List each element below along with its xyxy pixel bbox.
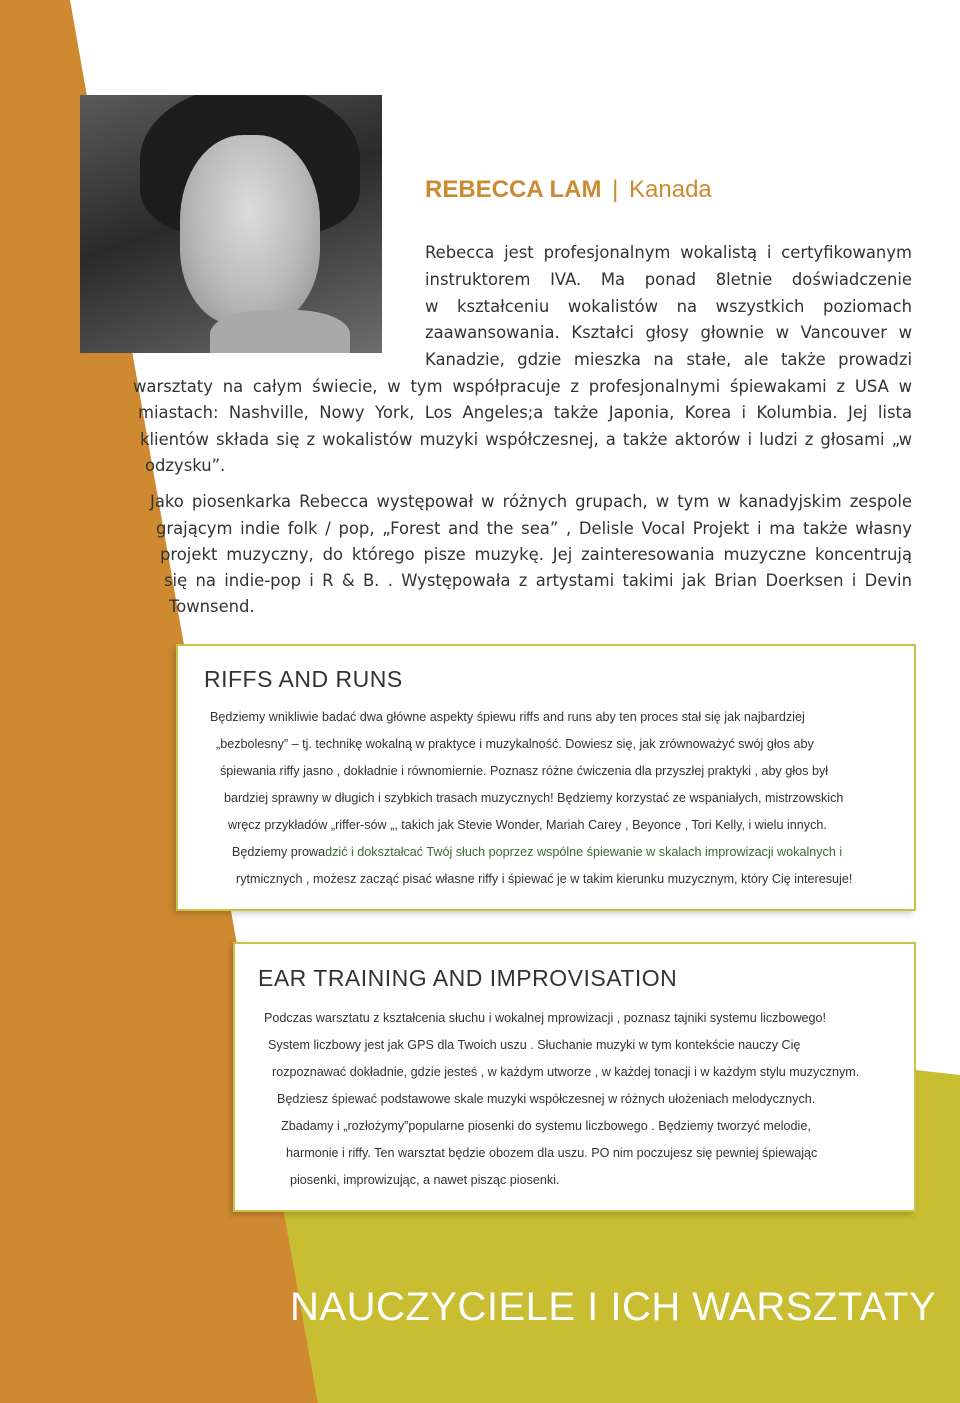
workshop-text-line: śpiewania riffy jasno , dokładnie i równomiernie. Poznasz różne ćwiczenia dla przyszłej praktyki , aby głos był <box>220 764 829 778</box>
photo-collar <box>210 310 350 353</box>
profile-photo <box>80 95 382 353</box>
workshop-ear-training <box>233 942 916 1212</box>
workshop-text-line: piosenki, improwizując, a nawet pisząc piosenki. <box>290 1173 560 1187</box>
workshop-riffs-and-runs <box>176 644 916 911</box>
bio-line: zaawansowania. Kształci głosy głownie w Vancouver w <box>425 323 912 342</box>
bio-line: grającym indie folk / pop, „Forest and the sea” , Delisle Vocal Projekt i ma także własny <box>156 519 912 538</box>
workshop-title: RIFFS AND RUNS <box>204 666 403 692</box>
bio-line: w kształceniu wokalistów na wszystkich poziomach <box>425 297 912 316</box>
workshop-text-line: System liczbowy jest jak GPS dla Twoich uszu . Słuchanie muzyki w tym kontekście nauczy Cię <box>268 1038 801 1052</box>
workshop-text-line: harmonie i riffy. Ten warsztat będzie obozem dla uszu. PO nim poczujesz się pewniej śpiewając <box>286 1146 818 1160</box>
bio-line: warsztaty na całym świecie, w tym współpracuje z profesjonalnymi śpiewakami z USA w <box>133 377 912 396</box>
teacher-country: Kanada <box>629 176 712 203</box>
bio-line: projekt muzyczny, do którego pisze muzykę. Jej zainteresowania muzyczne koncentrują <box>160 545 912 564</box>
workshop-text-line: Będziemy wnikliwie badać dwa główne aspekty śpiewu riffs and runs aby ten proces stał się jak najbardziej <box>210 710 805 724</box>
teacher-name: REBECCA LAM <box>425 176 602 203</box>
workshop-text-line: Podczas warsztatu z kształcenia słuchu i wokalnej mprowizacji , poznasz tajniki systemu liczbowego! <box>264 1011 827 1025</box>
teacher-heading <box>425 176 712 204</box>
workshop-title: EAR TRAINING AND IMPROVISATION <box>258 965 678 991</box>
heading-separator: | <box>612 176 619 203</box>
workshop-text-line: „bezbolesny” – tj. technikę wokalną w praktyce i muzykalność. Dowiesz się, jak zrównoważyć swój głos aby <box>216 737 814 751</box>
photo-face <box>180 135 320 325</box>
workshop-text-line: Będziesz śpiewać podstawowe skale muzyki współczesnej w różnych ułożeniach melodycznych. <box>277 1092 816 1106</box>
bio-line: miastach: Nashville, Nowy York, Los Angeles;a także Japonia, Korea i Kolumbia. Jej lista <box>138 403 912 422</box>
workshop-text-line: rozpoznawać dokładnie, gdzie jesteś , w każdym utworze , w każdej tonacji i w każdym stylu muzycznym. <box>272 1065 860 1079</box>
workshop-text-line: Zbadamy i „rozłożymy”popularne piosenki do systemu liczbowego . Będziemy tworzyć melodie, <box>281 1119 811 1133</box>
bio-line: klientów składa się z wokalistów muzyki współczesnej, a także aktorów i ludzi z głosami „w <box>140 430 912 449</box>
workshop-text-part: Będziemy prowa <box>232 845 326 859</box>
footer-title: NAUCZYCIELE I ICH WARSZTATY <box>290 1285 937 1329</box>
bio-line: Townsend. <box>169 597 255 616</box>
bio-line: się na indie-pop i R & B. . Występowała z artystami takimi jak Brian Doerksen i Devin <box>164 571 912 590</box>
workshop-text-highlight: dzić i dokształcać Twój słuch poprzez wspólne śpiewanie w skalach improwizacji wokalnych i <box>325 845 843 859</box>
bio-line: Kanadzie, gdzie mieszka na stałe, ale także prowadzi <box>425 350 912 369</box>
bio-line: odzysku”. <box>145 456 226 475</box>
workshop-text-line <box>232 845 842 859</box>
workshop-text-line: bardziej sprawny w długich i szybkich trasach muzycznych! Będziemy korzystać ze wspaniałych, mistrzowskich <box>224 791 844 805</box>
bio-line: Rebecca jest profesjonalnym wokalistą i certyfikowanym <box>425 243 912 262</box>
bio-line: instruktorem IVA. Ma ponad 8letnie doświadczenie <box>425 270 912 289</box>
workshop-text-line: wręcz przykładów „riffer-sów „, takich jak Stevie Wonder, Mariah Carey , Beyonce , Tori Kelly, i wielu innych. <box>228 818 827 832</box>
workshop-text-line: rytmicznych , możesz zacząć pisać własne riffy i śpiewać je w takim kierunku muzycznym, który Cię interesuje! <box>236 872 853 886</box>
bio-line: Jako piosenkarka Rebecca występował w różnych grupach, w tym w kanadyjskim zespole <box>150 492 912 511</box>
